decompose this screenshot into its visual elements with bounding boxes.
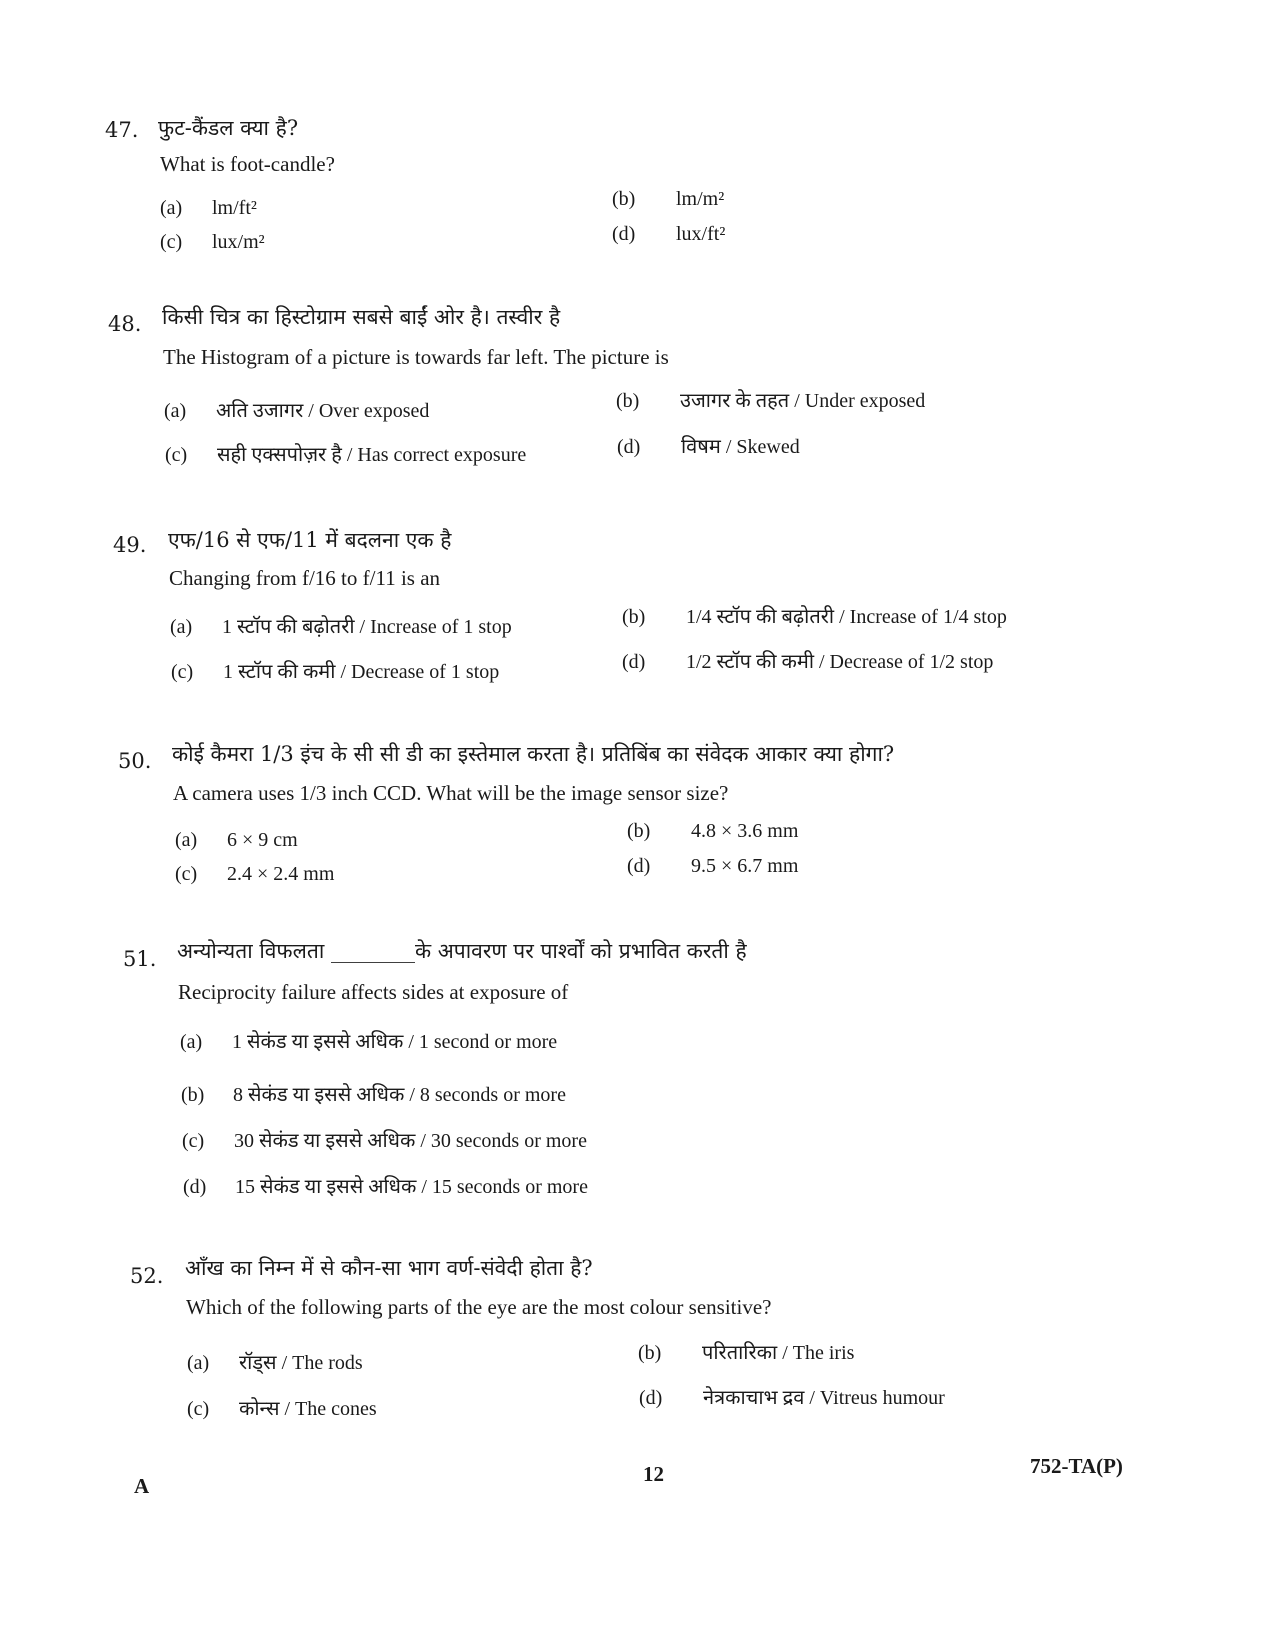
option-a[interactable]: (a) lm/ft² <box>160 197 257 219</box>
paper-code: 752-TA(P) <box>1030 1454 1123 1478</box>
option-b[interactable]: (b) 4.8 × 3.6 mm <box>627 820 799 842</box>
question-hindi: आँख का निम्न में से कौन-सा भाग वर्ण-संवेदी होता है? <box>185 1256 593 1280</box>
option-a[interactable]: (a) अति उजागर / Over exposed <box>164 400 430 422</box>
option-b[interactable]: (b) 1/4 स्टॉप की बढ़ोतरी / Increase of 1/4 stop <box>622 606 1007 628</box>
question-number: 48. <box>108 312 142 336</box>
option-a[interactable]: (a) रॉड्स / The rods <box>187 1352 363 1374</box>
question-english: A camera uses 1/3 inch CCD. What will be the image sensor size? <box>173 781 729 805</box>
option-c[interactable]: (c) 1 स्टॉप की कमी / Decrease of 1 stop <box>171 661 500 683</box>
option-d[interactable]: (d) 15 सेकंड या इससे अधिक / 15 seconds or more <box>183 1176 588 1198</box>
question-hindi: एफ/16 से एफ/11 में बदलना एक है <box>168 528 452 552</box>
question-number: 50. <box>118 749 152 773</box>
option-b[interactable]: (b) 8 सेकंड या इससे अधिक / 8 seconds or more <box>181 1084 566 1106</box>
option-d[interactable]: (d) 1/2 स्टॉप की कमी / Decrease of 1/2 stop <box>622 651 994 673</box>
option-c[interactable]: (c) 2.4 × 2.4 mm <box>175 863 335 885</box>
question-english: Changing from f/16 to f/11 is an <box>169 566 441 590</box>
series-code: A <box>134 1474 150 1498</box>
option-d[interactable]: (d) 9.5 × 6.7 mm <box>627 855 799 877</box>
option-c[interactable]: (c) 30 सेकंड या इससे अधिक / 30 seconds or more <box>182 1130 587 1152</box>
question-hindi: कोई कैमरा 1/3 इंच के सी सी डी का इस्तेमाल करता है। प्रतिबिंब का संवेदक आकार क्या होगा? <box>172 742 895 766</box>
option-d[interactable]: (d) lux/ft² <box>612 223 726 245</box>
question-english: Which of the following parts of the eye are the most colour sensitive? <box>186 1295 772 1319</box>
option-a[interactable]: (a) 1 सेकंड या इससे अधिक / 1 second or more <box>180 1031 558 1053</box>
question-number: 51. <box>123 947 157 971</box>
question-english: What is foot-candle? <box>160 152 335 176</box>
question-hindi: किसी चित्र का हिस्टोग्राम सबसे बाईं ओर है। तस्वीर है <box>162 305 561 329</box>
option-d[interactable]: (d) विषम / Skewed <box>617 436 800 458</box>
option-d[interactable]: (d) नेत्रकाचाभ द्रव / Vitreus humour <box>639 1387 945 1409</box>
question-english: The Histogram of a picture is towards far left. The picture is <box>163 345 669 369</box>
option-a[interactable]: (a) 1 स्टॉप की बढ़ोतरी / Increase of 1 stop <box>170 616 512 638</box>
option-b[interactable]: (b) उजागर के तहत / Under exposed <box>616 390 926 412</box>
option-c[interactable]: (c) सही एक्सपोज़र है / Has correct exposure <box>165 444 527 466</box>
option-b[interactable]: (b) परितारिका / The iris <box>638 1342 855 1364</box>
question-english: Reciprocity failure affects sides at exposure of <box>178 980 569 1004</box>
option-a[interactable]: (a) 6 × 9 cm <box>175 829 298 851</box>
question-hindi: फुट-कैंडल क्या है? <box>158 116 299 140</box>
option-b[interactable]: (b) lm/m² <box>612 188 725 210</box>
page-number: 12 <box>643 1462 664 1486</box>
question-number: 49. <box>113 533 147 557</box>
option-c[interactable]: (c) lux/m² <box>160 231 265 253</box>
question-hindi: अन्योन्यता विफलता ________के अपावरण पर पार्श्वों को प्रभावित करती है <box>177 939 747 963</box>
option-c[interactable]: (c) कोन्स / The cones <box>187 1398 377 1420</box>
question-number: 52. <box>130 1264 164 1288</box>
question-number: 47. <box>105 118 139 142</box>
